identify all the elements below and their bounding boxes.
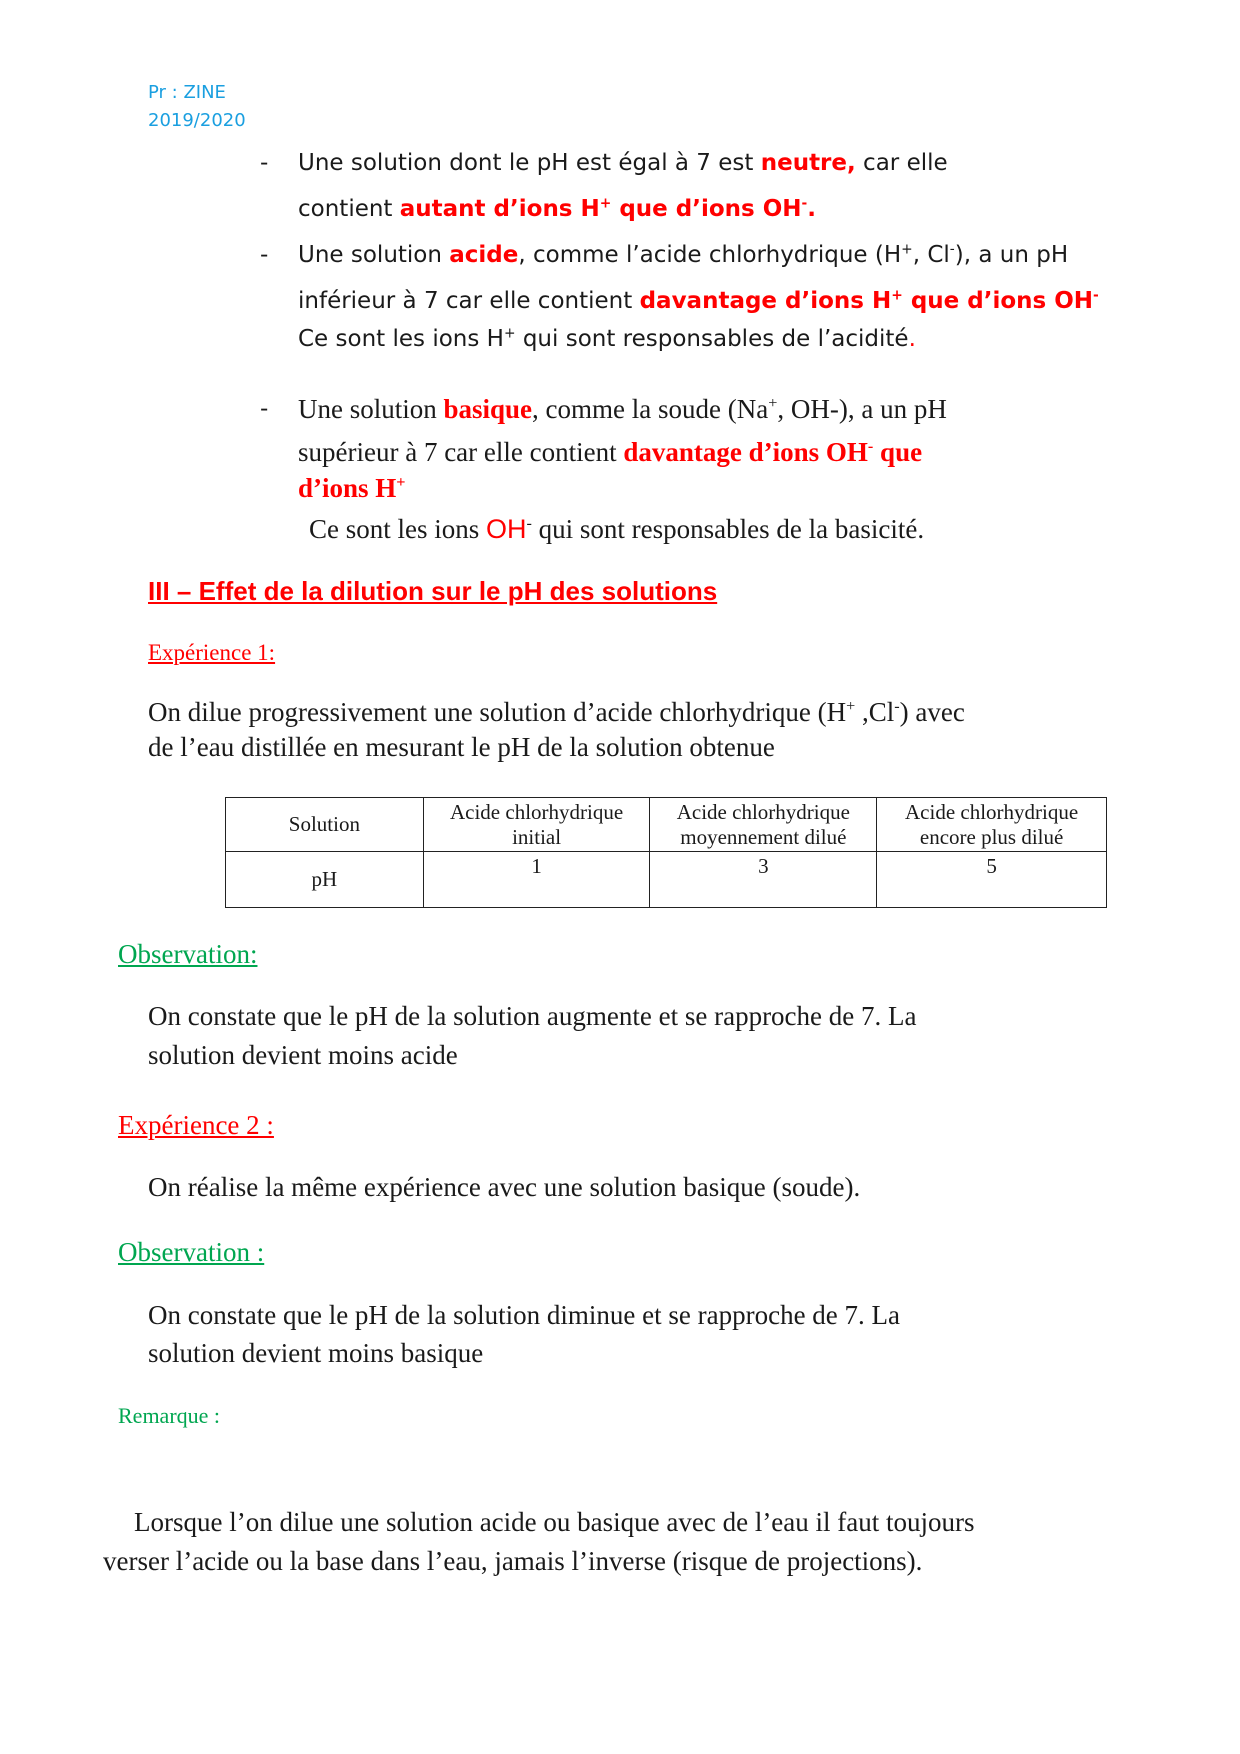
observation-2-line-1: On constate que le pH de la solution diminue et se rapproche de 7. La: [148, 1300, 901, 1330]
remark-line-2: verser l’acide ou la base dans l’eau, jamais l’inverse (risque de projections).: [103, 1546, 923, 1576]
experience-2-label: Expérience 2 :: [118, 1110, 274, 1140]
table-header-cell: Acide chlorhydrique encore plus dilué: [877, 798, 1107, 852]
experience-1-text-line-1: On dilue progressivement une solution d’acide chlorhydrique (H+ ,Cl-) avec: [148, 697, 965, 727]
table-row-label: pH: [226, 852, 424, 908]
experience-1-label: Expérience 1:: [148, 640, 276, 665]
bullet-3-line-3: d’ions H+: [298, 473, 406, 503]
author: Pr : ZINE: [148, 82, 226, 103]
remark-line-1: Lorsque l’on dilue une solution acide ou basique avec de l’eau il faut toujours: [134, 1507, 975, 1537]
bullet-3-line-4: Ce sont les ions OH- qui sont responsables de la basicité.: [309, 514, 925, 544]
bullet-dash: -: [260, 242, 269, 268]
observation-2-label: Observation :: [118, 1237, 265, 1267]
remark-label: Remarque :: [118, 1403, 221, 1428]
ph-table: [225, 797, 1107, 908]
bullet-dash: -: [260, 396, 269, 422]
table-cell: 1: [423, 852, 650, 908]
bullet-3-line-2: supérieur à 7 car elle contient davantage d’ions OH- que: [298, 437, 923, 467]
observation-1-label: Observation:: [118, 939, 258, 969]
school-year: 2019/2020: [148, 110, 246, 131]
table-header-row: [226, 798, 1107, 852]
keyword-neutre: neutre,: [760, 150, 856, 176]
observation-1-line-2: solution devient moins acide: [148, 1040, 458, 1070]
table-cell: 5: [877, 852, 1107, 908]
observation-1-line-1: On constate que le pH de la solution augmente et se rapproche de 7. La: [148, 1001, 917, 1031]
bullet-3-line-1: Une solution basique, comme la soude (Na+, OH-), a un pH: [298, 394, 947, 424]
section-title: III – Effet de la dilution sur le pH des solutions: [148, 576, 718, 606]
table-header-cell: Solution: [226, 798, 424, 852]
table-header-cell: Acide chlorhydrique initial: [423, 798, 650, 852]
bullet-1-line-2: contient autant d’ions H+ que d’ions OH-.: [298, 195, 817, 222]
experience-2-text: On réalise la même expérience avec une solution basique (soude).: [148, 1172, 861, 1202]
experience-1-text-line-2: de l’eau distillée en mesurant le pH de la solution obtenue: [148, 732, 775, 762]
bullet-1-line-1: Une solution dont le pH est égal à 7 est neutre, car elle: [298, 150, 948, 176]
observation-2-line-2: solution devient moins basique: [148, 1338, 484, 1368]
bullet-dash: -: [260, 150, 269, 176]
table-header-cell: Acide chlorhydrique moyennement dilué: [650, 798, 877, 852]
table-row: [226, 852, 1107, 908]
bullet-2-line-1: Une solution acide, comme l’acide chlorhydrique (H+, Cl-), a un pH: [298, 241, 1069, 268]
table-cell: 3: [650, 852, 877, 908]
bullet-2-line-3: Ce sont les ions H+ qui sont responsables de l’acidité.: [298, 325, 916, 352]
bullet-2-line-2: inférieur à 7 car elle contient davantage d’ions H+ que d’ions OH-: [298, 287, 1099, 314]
